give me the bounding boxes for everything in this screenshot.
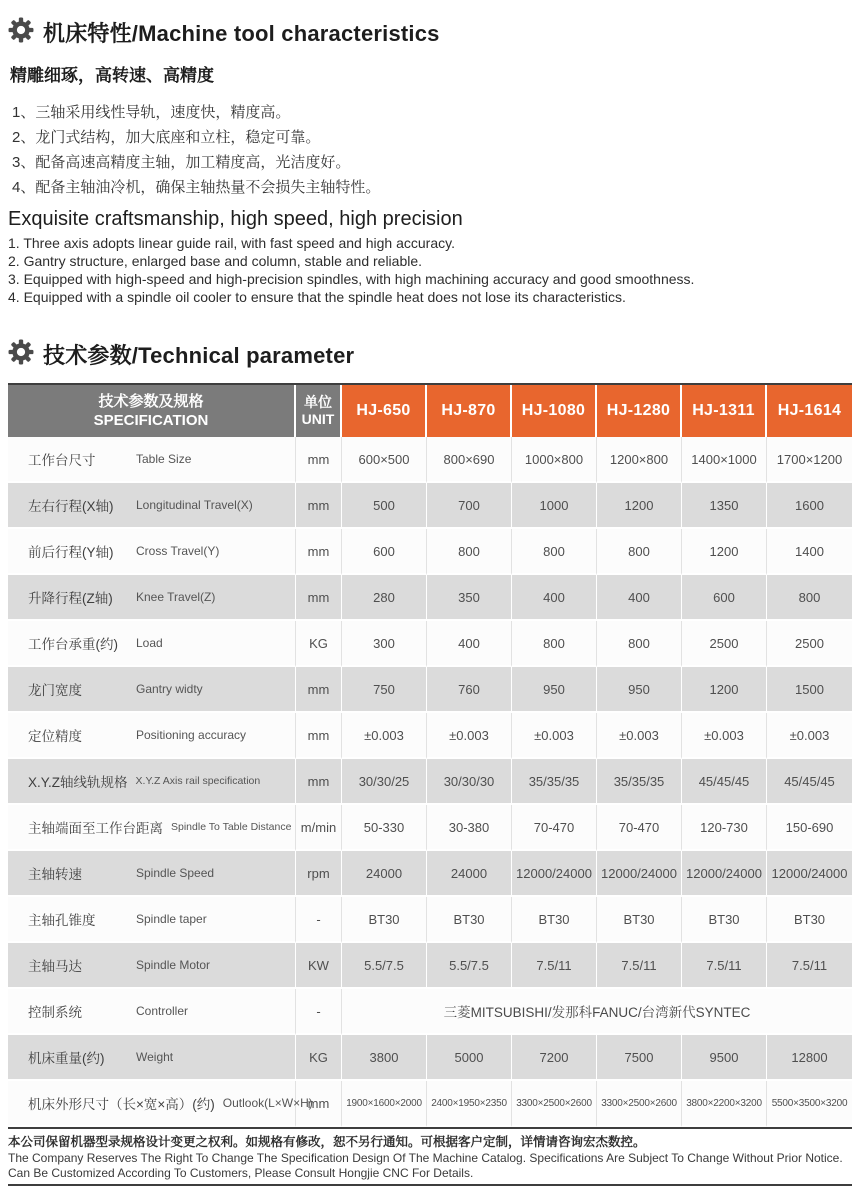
- section-title-text: 技术参数/Technical parameter: [43, 343, 355, 368]
- row-value-cell: 3300×2500×2600: [512, 1081, 597, 1127]
- unit-header-cn: 单位: [304, 394, 332, 410]
- row-value-cell: 3800×2200×3200: [682, 1081, 767, 1127]
- row-value-cell: 120-730: [682, 805, 767, 851]
- row-value-cell: 400: [597, 575, 682, 621]
- row-unit-cell: mm: [296, 667, 342, 713]
- row-value-cell: 30/30/30: [427, 759, 512, 805]
- row-value-cell: 12000/24000: [767, 851, 852, 897]
- row-label-cell: [8, 1081, 313, 1127]
- row-label-en: Spindle To Table Distance: [171, 821, 292, 833]
- row-value-cell: 800: [597, 529, 682, 575]
- table-row: [8, 1035, 852, 1081]
- row-label-en: Load: [136, 636, 163, 650]
- row-value-cell: 5500×3500×3200: [767, 1081, 852, 1127]
- row-value-cell: 1000: [512, 483, 597, 529]
- row-value-cell: BT30: [597, 897, 682, 943]
- row-value-cell: ±0.003: [597, 713, 682, 759]
- row-value-cell: 5000: [427, 1035, 512, 1081]
- row-value-cell: 7500: [597, 1035, 682, 1081]
- row-label-cell: [8, 989, 296, 1035]
- row-label-cell: [8, 529, 296, 575]
- row-value-cell: BT30: [767, 897, 852, 943]
- row-unit-cell: rpm: [296, 851, 342, 897]
- row-value-cell: 1400: [767, 529, 852, 575]
- cn-feature-list: [12, 100, 852, 200]
- row-value-cell: BT30: [427, 897, 512, 943]
- row-value-cell: 70-470: [512, 805, 597, 851]
- row-value-cell: 400: [427, 621, 512, 667]
- row-value-cell: 5.5/7.5: [342, 943, 427, 989]
- row-label-en: Knee Travel(Z): [136, 590, 216, 604]
- row-label-en: Longitudinal Travel(X): [136, 498, 253, 512]
- row-label-cn: 工作台承重(约): [28, 637, 118, 652]
- row-value-cell: 950: [512, 667, 597, 713]
- table-row: [8, 437, 852, 483]
- row-value-cell: 45/45/45: [767, 759, 852, 805]
- gear-icon: [8, 336, 34, 373]
- row-value-cell: 12000/24000: [512, 851, 597, 897]
- en-feature-item: 4. Equipped with a spindle oil cooler to ensure that the spindle heat does not lose its characteristics.: [8, 289, 626, 305]
- table-row: [8, 621, 852, 667]
- row-value-cell: 30/30/25: [342, 759, 427, 805]
- footer-cn-text: 本公司保留机器型录规格设计变更之权利。如规格有修改，恕不另行通知。可根据客户定制，详情请咨询宏杰数控。: [8, 1135, 646, 1149]
- table-row: [8, 851, 852, 897]
- section-machine-characteristics-title: [8, 0, 852, 51]
- row-label-en: Table Size: [136, 452, 192, 466]
- row-label-en: Spindle Motor: [136, 958, 211, 972]
- row-label-cell: [8, 667, 296, 713]
- footer-disclaimer: [8, 1134, 852, 1186]
- row-value-cell: 24000: [342, 851, 427, 897]
- row-value-cell: ±0.003: [512, 713, 597, 759]
- table-row: [8, 1081, 852, 1127]
- row-value-cell: 70-470: [597, 805, 682, 851]
- row-value-cell: 9500: [682, 1035, 767, 1081]
- row-value-cell: 30-380: [427, 805, 512, 851]
- row-label-cn: 升降行程(Z轴): [28, 591, 113, 606]
- row-label-cn: 主轴马达: [28, 959, 82, 974]
- spec-header-cn: 技术参数及规格: [98, 393, 204, 410]
- row-label-cn: 主轴孔锥度: [28, 913, 96, 928]
- row-unit-cell: mm: [296, 437, 342, 483]
- row-label-en: Outlook(L×W×H): [222, 1096, 313, 1110]
- row-label-cell: [8, 805, 296, 851]
- row-value-cell: 1600: [767, 483, 852, 529]
- row-label-en: Gantry widty: [136, 682, 203, 696]
- row-value-cell: 12000/24000: [682, 851, 767, 897]
- row-label-cell: [8, 851, 296, 897]
- table-row: [8, 713, 852, 759]
- row-value-cell: 12800: [767, 1035, 852, 1081]
- row-unit-cell: KG: [296, 621, 342, 667]
- table-header-row: [8, 385, 852, 437]
- row-value-cell: 24000: [427, 851, 512, 897]
- row-label-cell: [8, 575, 296, 621]
- row-label-en: Positioning accuracy: [136, 728, 247, 742]
- row-value-cell: ±0.003: [682, 713, 767, 759]
- row-label-cn: 机床重量(约): [28, 1051, 105, 1066]
- model-header-cell: HJ-1311: [682, 385, 767, 437]
- en-feature-item: 2. Gantry structure, enlarged base and column, stable and reliable.: [8, 253, 423, 269]
- row-value-cell: 600: [682, 575, 767, 621]
- row-label-cn: 左右行程(X轴): [28, 499, 114, 514]
- row-value-cell: 7.5/11: [512, 943, 597, 989]
- row-label-cell: [8, 483, 296, 529]
- spec-header-en: SPECIFICATION: [93, 412, 209, 429]
- unit-header-en: UNIT: [301, 411, 335, 427]
- row-unit-cell: mm: [296, 713, 342, 759]
- row-value-cell: 1000×800: [512, 437, 597, 483]
- row-label-cell: [8, 713, 296, 759]
- row-value-cell: 2400×1950×2350: [427, 1081, 512, 1127]
- spec-header-cell: [8, 385, 296, 437]
- row-value-cell: 12000/24000: [597, 851, 682, 897]
- row-label-en: Weight: [136, 1050, 174, 1064]
- row-label-cn: X.Y.Z轴线轨规格: [28, 775, 128, 790]
- row-unit-cell: mm: [296, 759, 342, 805]
- row-value-cell: BT30: [682, 897, 767, 943]
- row-value-cell: 500: [342, 483, 427, 529]
- row-label-en: Controller: [136, 1004, 189, 1018]
- cn-feature-item: 3、配备高速高精度主轴，加工精度高，光洁度好。: [12, 154, 351, 171]
- row-value-cell: 7.5/11: [682, 943, 767, 989]
- row-value-cell: 7200: [512, 1035, 597, 1081]
- row-label-cn: 控制系统: [28, 1005, 82, 1020]
- row-label-cell: [8, 1035, 296, 1081]
- row-unit-cell: m/min: [296, 805, 342, 851]
- cn-feature-item: 4、配备主轴油冷机，确保主轴热量不会损失主轴特性。: [12, 179, 381, 196]
- row-unit-cell: -: [296, 989, 342, 1035]
- row-label-cn: 前后行程(Y轴): [28, 545, 114, 560]
- cn-subtitle: 精雕细琢，高转速、高精度: [10, 66, 214, 85]
- row-value-cell: 150-690: [767, 805, 852, 851]
- row-value-cell: 600: [342, 529, 427, 575]
- unit-header-cell: [296, 385, 342, 437]
- row-value-cell: 350: [427, 575, 512, 621]
- row-unit-cell: -: [296, 897, 342, 943]
- row-label-cell: [8, 759, 296, 805]
- row-label-cn: 龙门宽度: [28, 683, 82, 698]
- row-value-cell: 1350: [682, 483, 767, 529]
- row-value-cell: 280: [342, 575, 427, 621]
- row-value-cell: 5.5/7.5: [427, 943, 512, 989]
- en-feature-list: [8, 234, 852, 306]
- row-label-en: Spindle taper: [136, 912, 207, 926]
- row-value-cell: 50-330: [342, 805, 427, 851]
- table-row: [8, 575, 852, 621]
- row-value-cell: BT30: [342, 897, 427, 943]
- row-unit-cell: KG: [296, 1035, 342, 1081]
- row-value-cell: ±0.003: [427, 713, 512, 759]
- row-label-cn: 定位精度: [28, 729, 82, 744]
- table-row: [8, 759, 852, 805]
- row-value-cell: 800×690: [427, 437, 512, 483]
- row-label-en: Spindle Speed: [136, 866, 215, 880]
- cn-feature-item: 1、三轴采用线性导轨，速度快，精度高。: [12, 104, 291, 121]
- row-unit-cell: mm: [296, 529, 342, 575]
- row-value-cell: 45/45/45: [682, 759, 767, 805]
- row-value-cell: 1200: [682, 667, 767, 713]
- model-header-cell: HJ-1080: [512, 385, 597, 437]
- row-value-cell: ±0.003: [767, 713, 852, 759]
- row-value-cell: 760: [427, 667, 512, 713]
- row-value-cell: 800: [767, 575, 852, 621]
- row-value-cell: 600×500: [342, 437, 427, 483]
- row-value-cell: 750: [342, 667, 427, 713]
- row-label-cell: [8, 437, 296, 483]
- row-value-cell: 300: [342, 621, 427, 667]
- row-value-cell: 7.5/11: [597, 943, 682, 989]
- row-label-cell: [8, 943, 296, 989]
- row-label-cn: 主轴端面至工作台距离: [28, 821, 163, 836]
- row-label-cell: [8, 897, 296, 943]
- row-value-cell: 1400×1000: [682, 437, 767, 483]
- section-technical-parameter-title: [8, 322, 852, 373]
- row-value-cell: 7.5/11: [767, 943, 852, 989]
- row-unit-cell: KW: [296, 943, 342, 989]
- row-label-cn: 机床外形尺寸（长×宽×高）(约): [28, 1097, 215, 1112]
- row-merged-value-cell: 三菱MITSUBISHI/发那科FANUC/台湾新代SYNTEC: [342, 989, 852, 1035]
- en-feature-item: 3. Equipped with high-speed and high-precision spindles, with high machining accuracy and good smoothness.: [8, 271, 695, 287]
- row-value-cell: 35/35/35: [597, 759, 682, 805]
- table-row: [8, 897, 852, 943]
- model-header-cell: HJ-650: [342, 385, 427, 437]
- row-value-cell: 800: [427, 529, 512, 575]
- cn-feature-item: 2、龙门式结构，加大底座和立柱，稳定可靠。: [12, 129, 321, 146]
- table-row: [8, 667, 852, 713]
- table-row: [8, 989, 852, 1035]
- row-value-cell: 2500: [682, 621, 767, 667]
- table-row: [8, 943, 852, 989]
- row-value-cell: 1900×1600×2000: [342, 1081, 427, 1127]
- technical-parameter-table: [8, 383, 852, 1129]
- row-unit-cell: mm: [296, 1081, 342, 1127]
- model-header-cell: HJ-870: [427, 385, 512, 437]
- row-value-cell: 1700×1200: [767, 437, 852, 483]
- row-value-cell: 3300×2500×2600: [597, 1081, 682, 1127]
- table-row: [8, 805, 852, 851]
- row-label-cn: 工作台尺寸: [28, 453, 96, 468]
- row-value-cell: 1200×800: [597, 437, 682, 483]
- section-title-text: 机床特性/Machine tool characteristics: [43, 21, 440, 46]
- en-subtitle: Exquisite craftsmanship, high speed, high precision: [8, 208, 463, 230]
- row-unit-cell: mm: [296, 483, 342, 529]
- spec-table-body: [8, 437, 852, 1127]
- gear-icon: [8, 14, 34, 51]
- row-label-cell: [8, 621, 296, 667]
- row-value-cell: 1200: [682, 529, 767, 575]
- table-row: [8, 529, 852, 575]
- model-header-cell: HJ-1614: [767, 385, 852, 437]
- row-value-cell: 2500: [767, 621, 852, 667]
- row-value-cell: 700: [427, 483, 512, 529]
- table-row: [8, 483, 852, 529]
- row-value-cell: 1200: [597, 483, 682, 529]
- row-value-cell: 35/35/35: [512, 759, 597, 805]
- row-label-en: Cross Travel(Y): [136, 544, 220, 558]
- row-value-cell: BT30: [512, 897, 597, 943]
- en-feature-item: 1. Three axis adopts linear guide rail, with fast speed and high accuracy.: [8, 235, 455, 251]
- row-value-cell: 1500: [767, 667, 852, 713]
- row-label-en: X.Y.Z Axis rail specification: [135, 775, 261, 787]
- row-label-cn: 主轴转速: [28, 867, 82, 882]
- model-header-cell: HJ-1280: [597, 385, 682, 437]
- row-value-cell: 950: [597, 667, 682, 713]
- row-value-cell: 800: [512, 621, 597, 667]
- row-value-cell: ±0.003: [342, 713, 427, 759]
- row-value-cell: 400: [512, 575, 597, 621]
- row-value-cell: 3800: [342, 1035, 427, 1081]
- row-value-cell: 800: [597, 621, 682, 667]
- row-value-cell: 800: [512, 529, 597, 575]
- row-unit-cell: mm: [296, 575, 342, 621]
- footer-en-text: The Company Reserves The Right To Change The Specification Design Of The Machine Catalog. Specifications Are Subject To Change Without Prior Notice. Can Be Customized According To Customers, Please Consult Hongjie CNC For Details.: [8, 1151, 843, 1180]
